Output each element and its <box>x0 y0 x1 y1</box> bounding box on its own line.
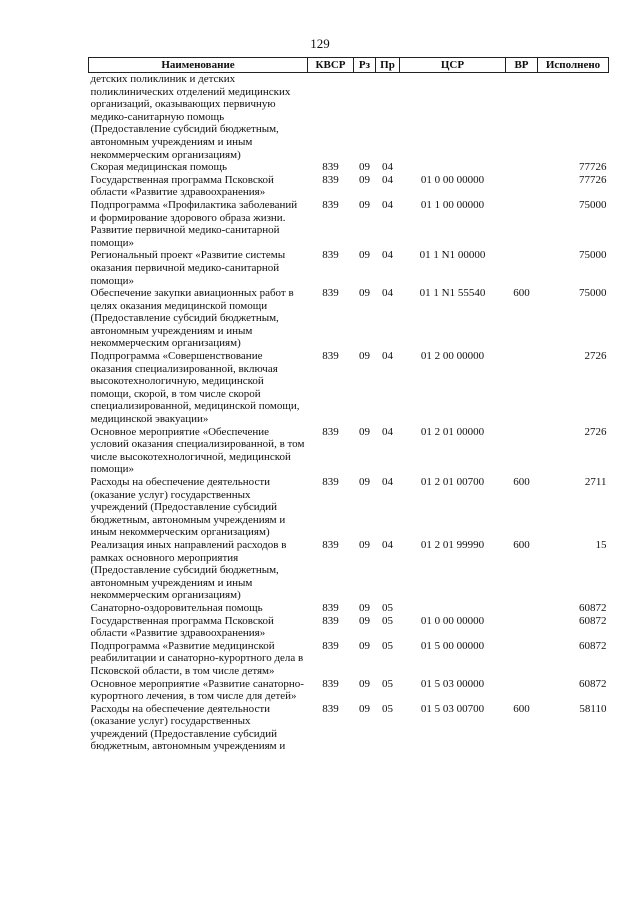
cell-rz: 09 <box>359 249 370 262</box>
cell-kvsr: 839 <box>322 476 339 488</box>
table-row <box>89 73 609 162</box>
page-number: 129 <box>310 36 330 51</box>
cell-pr: 04 <box>382 173 393 186</box>
cell-vr <box>506 174 538 199</box>
cell-amount: 75000 <box>579 287 607 300</box>
cell-csr: 01 1 N1 55540 <box>419 287 486 300</box>
cell-name: Государственная программа Псковской области «Развитие здравоохранения» <box>90 614 274 640</box>
cell-name: Подпрограмма «Совершенствование оказания специализированной, включая высокотехнологичную, медицинской помощи, скорой, в том числе скорой специализированной, медицинской помощи, медицинской эвакуации» <box>90 350 300 426</box>
table-row <box>89 602 609 615</box>
cell-amount: 15 <box>595 538 607 551</box>
col-header-pr: Пр <box>376 58 400 73</box>
cell-name: Скорая медицинская помощь <box>90 161 228 174</box>
cell-kvsr: 839 <box>322 677 339 690</box>
cell-vr: 600 <box>513 287 530 300</box>
cell-vr <box>506 249 538 287</box>
header-row <box>89 58 609 73</box>
cell-kvsr: 839 <box>322 173 339 186</box>
table-row <box>89 350 609 426</box>
cell-vr <box>506 73 538 162</box>
cell-vr <box>506 161 538 174</box>
cell-pr: 04 <box>382 287 393 300</box>
cell-name: Реализация иных направлений расходов в рамках основного мероприятия (Предоставление субсидий бюджетным, автономным учреждениям и иным некоммерческим организациям) <box>90 538 287 602</box>
cell-kvsr: 839 <box>322 425 339 438</box>
cell-rz: 09 <box>359 702 370 715</box>
table-row <box>89 703 609 753</box>
cell-rz: 09 <box>359 173 370 186</box>
cell-rz: 09 <box>359 538 370 551</box>
col-header-amount: Исполнено <box>538 58 609 73</box>
cell-rz: 09 <box>359 350 370 363</box>
cell-csr: 01 5 00 00000 <box>420 639 485 652</box>
cell-name: Основное мероприятие «Развитие санаторно-курортного лечения, в том числе для детей» <box>90 677 304 703</box>
cell-csr <box>400 602 506 615</box>
cell-amount: 60872 <box>579 614 607 627</box>
cell-kvsr: 839 <box>322 614 339 627</box>
cell-kvsr: 839 <box>322 639 339 652</box>
cell-vr: 600 <box>513 702 530 715</box>
cell-amount: 77726 <box>579 161 607 174</box>
col-header-vr: ВР <box>506 58 538 73</box>
table-body <box>89 73 609 754</box>
cell-kvsr: 839 <box>322 161 339 174</box>
cell-pr <box>376 73 400 162</box>
cell-amount: 75000 <box>579 198 607 211</box>
cell-name: Расходы на обеспечение деятельности (оказание услуг) государственных учреждений (Предоставление субсидий бюджетным, автономным учреждениям и <box>90 702 286 753</box>
cell-kvsr: 839 <box>322 538 339 551</box>
cell-pr: 05 <box>382 702 393 715</box>
cell-amount <box>538 73 609 162</box>
cell-csr: 01 2 01 00700 <box>420 476 485 488</box>
cell-amount: 75000 <box>579 249 607 262</box>
table-row <box>89 199 609 249</box>
cell-name: Основное мероприятие «Обеспечение условий оказания специализированной, в том числе высокотехнологичной, медицинской помощи» <box>90 425 305 476</box>
cell-rz: 09 <box>359 639 370 652</box>
table-row <box>89 174 609 199</box>
cell-vr <box>506 350 538 426</box>
table-row <box>89 640 609 678</box>
cell-pr: 04 <box>382 249 393 262</box>
budget-table <box>88 57 609 753</box>
cell-name: Региональный проект «Развитие системы оказания первичной медико-санитарной помощи» <box>90 249 286 287</box>
cell-rz: 09 <box>359 614 370 627</box>
cell-pr: 04 <box>382 476 393 488</box>
cell-rz: 09 <box>359 198 370 211</box>
table-row <box>89 678 609 703</box>
cell-pr: 04 <box>382 425 393 438</box>
cell-name: Подпрограмма «Профилактика заболеваний и формирование здорового образа жизни. Развитие первичной медико-санитарной помощи» <box>90 198 298 249</box>
cell-csr <box>400 73 506 162</box>
cell-rz: 09 <box>359 161 370 174</box>
cell-name: Обеспечение закупки авиационных работ в целях оказания медицинской помощи (Предоставление субсидий бюджетным, автономным учреждениям и иным некоммерческим организациям) <box>90 287 294 350</box>
table-row <box>89 249 609 287</box>
cell-csr: 01 0 00 00000 <box>420 614 485 627</box>
cell-amount: 77726 <box>579 173 607 186</box>
cell-csr: 01 1 N1 00000 <box>419 249 486 262</box>
cell-rz: 09 <box>359 425 370 438</box>
cell-vr <box>506 199 538 249</box>
cell-rz: 09 <box>359 476 370 488</box>
cell-kvsr <box>308 73 354 162</box>
cell-rz: 09 <box>359 601 370 614</box>
cell-csr: 01 2 00 00000 <box>420 350 485 363</box>
cell-name: Подпрограмма «Развитие медицинской реабилитации и санаторно-курортного дела в Псковской области, в том числе детям» <box>90 639 304 677</box>
cell-vr: 600 <box>513 476 530 488</box>
cell-kvsr: 839 <box>322 287 339 300</box>
col-header-name: Наименование <box>89 58 308 73</box>
cell-pr: 04 <box>382 198 393 211</box>
cell-name: Санаторно-оздоровительная помощь <box>90 601 263 614</box>
cell-kvsr: 839 <box>322 249 339 262</box>
cell-vr <box>506 426 538 476</box>
cell-pr: 05 <box>382 614 393 627</box>
cell-csr <box>400 161 506 174</box>
cell-rz <box>354 73 376 162</box>
cell-amount: 2726 <box>584 350 607 363</box>
cell-csr: 01 1 00 00000 <box>420 198 485 211</box>
cell-amount: 2726 <box>584 425 607 438</box>
table-row <box>89 287 609 350</box>
cell-amount: 58110 <box>579 702 607 715</box>
cell-vr: 600 <box>513 538 530 551</box>
cell-name: Государственная программа Псковской области «Развитие здравоохранения» <box>90 173 274 199</box>
cell-vr <box>506 602 538 615</box>
cell-csr: 01 2 01 00000 <box>420 425 485 438</box>
cell-name: Расходы на обеспечение деятельности (оказание услуг) государственных учреждений (Предоставление субсидий бюджетным, автономным учреждениям и иным некоммерческим организациям) <box>90 476 286 539</box>
cell-vr <box>506 640 538 678</box>
cell-csr: 01 5 03 00700 <box>420 702 485 715</box>
cell-pr: 05 <box>382 601 393 614</box>
cell-rz: 09 <box>359 677 370 690</box>
col-header-csr: ЦСР <box>400 58 506 73</box>
table-row <box>89 161 609 174</box>
cell-amount: 60872 <box>579 601 607 614</box>
table-row <box>89 476 609 539</box>
cell-name: детских поликлиник и детских поликлинических отделений медицинских организаций, оказывающих первичную медико-санитарную помощь (Предоставление субсидий бюджетным, автономным учреждениям и иным некоммерческим организациям) <box>90 73 291 161</box>
cell-kvsr: 839 <box>322 198 339 211</box>
cell-pr: 05 <box>382 639 393 652</box>
col-header-kvsr: КВСР <box>308 58 354 73</box>
table-row <box>89 426 609 476</box>
cell-csr: 01 5 03 00000 <box>420 677 485 690</box>
cell-csr: 01 0 00 00000 <box>420 173 485 186</box>
cell-pr: 04 <box>382 538 393 551</box>
cell-amount: 2711 <box>584 476 607 488</box>
cell-vr <box>506 678 538 703</box>
cell-kvsr: 839 <box>322 702 339 715</box>
cell-kvsr: 839 <box>322 350 339 363</box>
cell-pr: 04 <box>382 161 393 174</box>
cell-vr <box>506 615 538 640</box>
cell-csr: 01 2 01 99990 <box>420 538 485 551</box>
cell-kvsr: 839 <box>322 601 339 614</box>
cell-amount: 60872 <box>579 677 607 690</box>
cell-amount: 60872 <box>579 639 607 652</box>
cell-rz: 09 <box>359 287 370 300</box>
table-row <box>89 615 609 640</box>
col-header-rz: Рз <box>354 58 376 73</box>
cell-pr: 04 <box>382 350 393 363</box>
cell-pr: 05 <box>382 677 393 690</box>
table-row <box>89 539 609 602</box>
